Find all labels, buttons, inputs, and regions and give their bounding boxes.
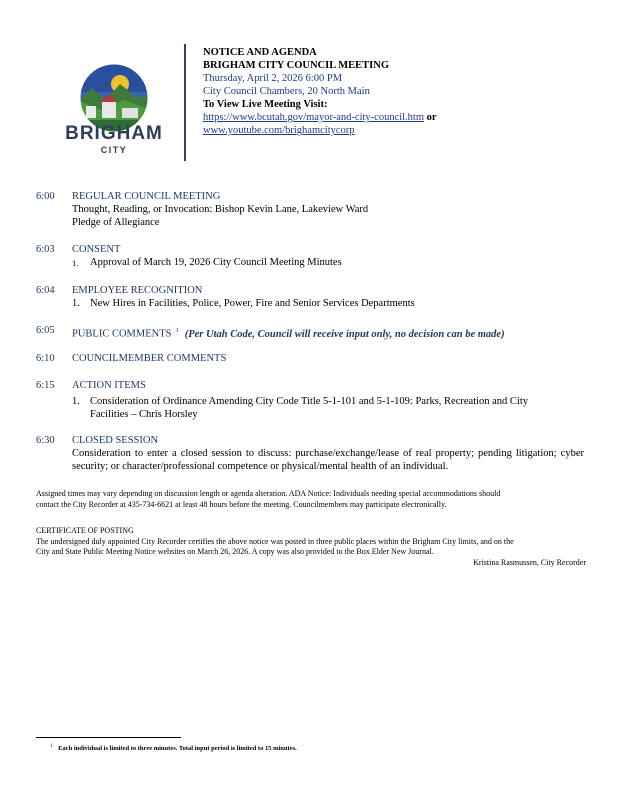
item-number: 1. [72, 298, 80, 309]
ada-notice [36, 489, 586, 510]
agenda-section-title [72, 324, 505, 341]
agenda-section-title: REGULAR COUNCIL MEETING [72, 191, 221, 202]
item-number: 1. [72, 396, 80, 407]
agenda-time: 6:00 [36, 191, 55, 202]
agenda-section-recognition [36, 284, 586, 312]
agenda-section-closed-session [36, 434, 586, 476]
header-divider [184, 44, 186, 161]
notice-line: contact the City Recorder at 435-734-6621 at least 48 hours before the meeting. Councilmembers may participate electronically. [36, 499, 447, 509]
or-text: or [426, 112, 437, 123]
agenda-section-regular [36, 190, 586, 230]
certificate-signer: Kristina Rasmussen, City Recorder [473, 557, 586, 567]
youtube-link[interactable]: www.youtube.com/brighamcitycorp [203, 125, 355, 136]
footnote-ref: 1 [175, 327, 179, 334]
agenda-item: New Hires in Facilities, Police, Power, Fire and Senior Services Departments [90, 298, 415, 309]
item-number: 1. [72, 258, 79, 268]
agenda-time: 6:10 [36, 353, 55, 364]
council-website-link[interactable]: https://www.bcutah.gov/mayor-and-city-council.htm [203, 112, 425, 123]
agenda-section-title: COUNCILMEMBER COMMENTS [72, 353, 227, 364]
public-comments-note: (Per Utah Code, Council will receive input only, no decision can be made) [184, 328, 505, 340]
agenda-item-continued: Facilities – Chris Horsley [90, 409, 198, 420]
certificate-of-posting [36, 526, 586, 568]
certificate-title: CERTIFICATE OF POSTING [36, 526, 134, 535]
agenda-time: 6:04 [36, 285, 55, 296]
link-row [203, 111, 437, 124]
agenda-line: Pledge of Allegiance [72, 217, 160, 228]
agenda-time: 6:30 [36, 435, 55, 446]
certificate-line: The undersigned duly appointed City Recorder certifies the above notice was posted in three public places within the Brigham City limits, and on the [36, 536, 514, 546]
view-label: To View Live Meeting Visit: [203, 99, 328, 110]
footnote-text: Each individual is limited to three minutes. Total input period is limited to 15 minutes. [58, 745, 297, 753]
meeting-date: Thursday, April 2, 2026 6:00 PM [203, 73, 343, 84]
agenda-item: Approval of March 19, 2026 City Council Meeting Minutes [90, 257, 342, 268]
agenda-section-councilmember [36, 352, 586, 366]
notice-line: Assigned times may vary depending on discussion length or agenda alteration. ADA Notice: Individuals needing special accommodations should [36, 489, 501, 498]
notice-title: NOTICE AND AGENDA [203, 47, 317, 58]
meeting-title: BRIGHAM CITY COUNCIL MEETING [203, 60, 390, 71]
meeting-location: City Council Chambers, 20 North Main [203, 86, 370, 97]
agenda-section-title: ACTION ITEMS [72, 380, 146, 391]
footnote [50, 744, 297, 752]
agenda-time: 6:05 [36, 325, 55, 336]
agenda-item: Consideration of Ordinance Amending City Code Title 5-1-101 and 5-1-109: Parks, Recreation and City [90, 396, 529, 407]
header-block [203, 46, 437, 137]
certificate-line: City and State Public Meeting Notice websites on March 26, 2026. A copy was also provided to the Box Elder New Journal. [36, 547, 434, 556]
agenda-section-action-items [36, 379, 586, 421]
footnote-rule [36, 737, 181, 738]
logo-wordmark: BRIGHAM [65, 123, 163, 144]
agenda-section-public-comments [36, 324, 586, 338]
agenda-section-title: EMPLOYEE RECOGNITION [72, 285, 203, 296]
agenda-time: 6:03 [36, 244, 55, 255]
agenda-section-title: CLOSED SESSION [72, 435, 159, 446]
agenda-section-consent [36, 243, 586, 271]
closed-session-text: Consideration to enter a closed session to discuss: purchase/exchange/lease of real property; pending litigation; cyber security; or character/professional competence or physical/mental health of an individual. [72, 448, 584, 472]
agenda-time: 6:15 [36, 380, 55, 391]
agenda-line: Thought, Reading, or Invocation: Bishop Kevin Lane, Lakeview Ward [72, 204, 369, 215]
public-comments-title: PUBLIC COMMENTS [72, 328, 172, 340]
footnote-number: 1 [50, 744, 53, 749]
logo-subtitle: CITY [100, 145, 128, 155]
agenda-section-title: CONSENT [72, 244, 121, 255]
